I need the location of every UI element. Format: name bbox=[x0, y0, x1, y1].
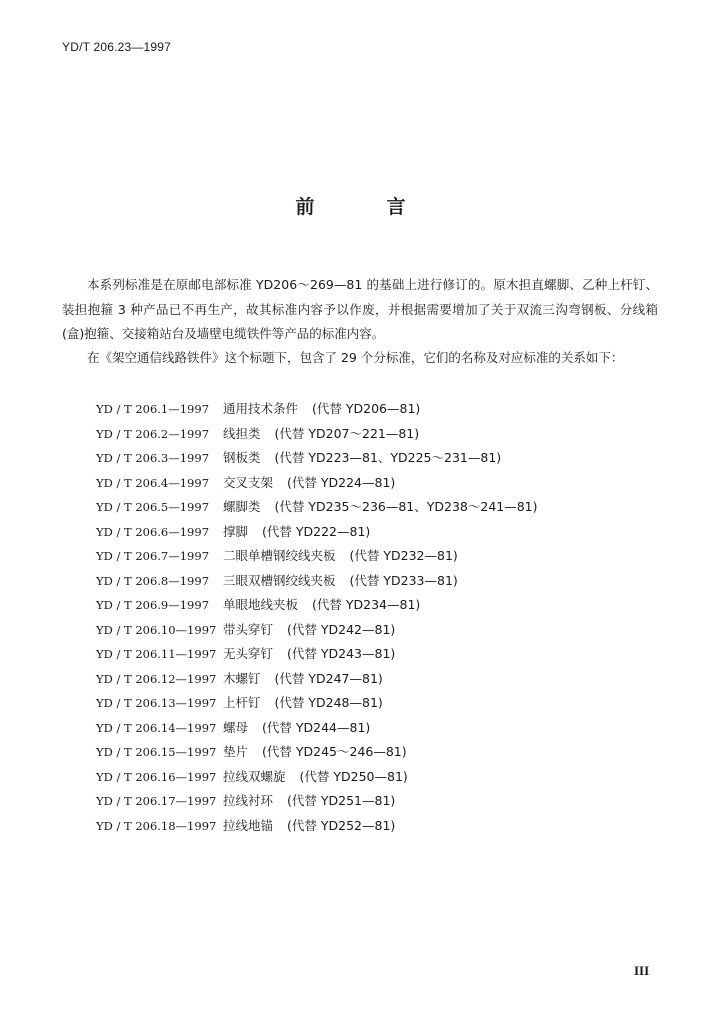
list-item bbox=[96, 716, 538, 741]
standard-code: YD / T 206.15—1997 bbox=[96, 745, 217, 759]
document-code: YD/T 206.23—1997 bbox=[62, 40, 172, 54]
list-item bbox=[96, 667, 538, 692]
standard-replaces: (代替 YD207～221—81) bbox=[274, 425, 420, 441]
standard-name: 撑脚 bbox=[223, 523, 249, 539]
standard-code: YD / T 206.1—1997 bbox=[96, 402, 210, 416]
standard-code: YD / T 206.16—1997 bbox=[96, 769, 217, 784]
standard-code: YD / T 206.17—1997 bbox=[96, 794, 217, 808]
list-item bbox=[96, 544, 538, 569]
standard-replaces: (代替 YD222—81) bbox=[262, 523, 371, 539]
standard-replaces: (代替 YD242—81) bbox=[287, 621, 396, 637]
standard-replaces: (代替 YD234—81) bbox=[312, 597, 421, 612]
page-title bbox=[0, 192, 701, 219]
title-char-1: 前 bbox=[295, 196, 315, 218]
standard-name: 拉线地锚 bbox=[223, 817, 274, 833]
standard-code: YD / T 206.13—1997 bbox=[96, 696, 217, 710]
standard-code: YD / T 206.7—1997 bbox=[96, 549, 210, 563]
standard-name: 通用技术条件 bbox=[223, 401, 299, 416]
standard-name: 拉线衬环 bbox=[223, 793, 274, 808]
standard-code: YD / T 206.5—1997 bbox=[96, 500, 210, 514]
list-item bbox=[96, 495, 538, 520]
standard-name: 单眼地线夹板 bbox=[223, 597, 299, 612]
standard-name: 带头穿钉 bbox=[223, 621, 274, 637]
standard-replaces: (代替 YD248—81) bbox=[274, 695, 383, 710]
standard-name: 钢板类 bbox=[223, 450, 261, 465]
standard-name: 垫片 bbox=[223, 744, 249, 759]
list-item bbox=[96, 446, 538, 471]
standard-replaces: (代替 YD251—81) bbox=[287, 793, 396, 808]
standard-replaces: (代替 YD224—81) bbox=[287, 474, 396, 490]
list-item bbox=[96, 569, 538, 594]
list-item bbox=[96, 520, 538, 545]
standard-name: 螺母 bbox=[223, 719, 249, 735]
list-item bbox=[96, 740, 538, 765]
standard-replaces: (代替 YD235～236—81、YD238～241—81) bbox=[274, 499, 538, 514]
standard-code: YD / T 206.11—1997 bbox=[96, 647, 217, 661]
standard-name: 线担类 bbox=[223, 425, 261, 441]
intro-paragraph: 本系列标准是在原邮电部标准 YD206～269—81 的基础上进行修订的。原木担直螺脚、乙种上杆钉、装担抱箍 3 种产品已不再生产，故其标准内容予以作废，并根据需要增加了关于双流三沟弯钢板、分线箱(盒)抱箍、交接箱站台及墙壁电缆铁件等产品的标准内容。 bbox=[62, 277, 658, 341]
standard-replaces: (代替 YD245～246—81) bbox=[262, 744, 407, 759]
standards-list bbox=[96, 397, 538, 838]
standard-code: YD / T 206.8—1997 bbox=[96, 573, 210, 588]
list-item bbox=[96, 814, 538, 839]
standard-name: 上杆钉 bbox=[223, 695, 261, 710]
standard-replaces: (代替 YD232—81) bbox=[349, 548, 458, 563]
standard-name: 木螺钉 bbox=[223, 670, 261, 686]
list-item bbox=[96, 765, 538, 790]
standard-code: YD / T 206.14—1997 bbox=[96, 720, 217, 735]
standard-replaces: (代替 YD206—81) bbox=[312, 401, 421, 416]
list-item bbox=[96, 397, 538, 422]
list-intro-paragraph: 在《架空通信线路铁件》这个标题下，包含了 29 个分标准，它们的名称及对应标准的关系如下： bbox=[87, 350, 624, 365]
list-item bbox=[96, 593, 538, 618]
standard-name: 交叉支架 bbox=[223, 474, 274, 490]
standard-code: YD / T 206.18—1997 bbox=[96, 818, 217, 833]
standard-code: YD / T 206.4—1997 bbox=[96, 475, 210, 490]
standard-code: YD / T 206.2—1997 bbox=[96, 426, 210, 441]
list-item bbox=[96, 471, 538, 496]
standard-replaces: (代替 YD233—81) bbox=[349, 572, 458, 588]
title-char-2: 言 bbox=[386, 196, 406, 218]
list-item bbox=[96, 618, 538, 643]
standard-code: YD / T 206.9—1997 bbox=[96, 598, 210, 612]
standard-replaces: (代替 YD252—81) bbox=[287, 817, 396, 833]
standard-code: YD / T 206.6—1997 bbox=[96, 524, 210, 539]
list-item bbox=[96, 691, 538, 716]
page-number: III bbox=[634, 963, 650, 978]
list-item bbox=[96, 789, 538, 814]
standard-code: YD / T 206.12—1997 bbox=[96, 671, 217, 686]
standard-replaces: (代替 YD244—81) bbox=[262, 719, 371, 735]
standard-name: 二眼单槽钢绞线夹板 bbox=[223, 548, 336, 563]
standard-name: 三眼双槽钢绞线夹板 bbox=[223, 572, 336, 588]
standard-name: 螺脚类 bbox=[223, 499, 261, 514]
list-item bbox=[96, 642, 538, 667]
list-item bbox=[96, 422, 538, 447]
standard-replaces: (代替 YD250—81) bbox=[299, 768, 408, 784]
standard-replaces: (代替 YD243—81) bbox=[287, 646, 396, 661]
standard-replaces: (代替 YD247—81) bbox=[274, 670, 383, 686]
standard-code: YD / T 206.3—1997 bbox=[96, 451, 210, 465]
standard-name: 无头穿钉 bbox=[223, 646, 274, 661]
standard-name: 拉线双螺旋 bbox=[223, 768, 286, 784]
standard-code: YD / T 206.10—1997 bbox=[96, 622, 217, 637]
standard-replaces: (代替 YD223—81、YD225～231—81) bbox=[274, 450, 502, 465]
